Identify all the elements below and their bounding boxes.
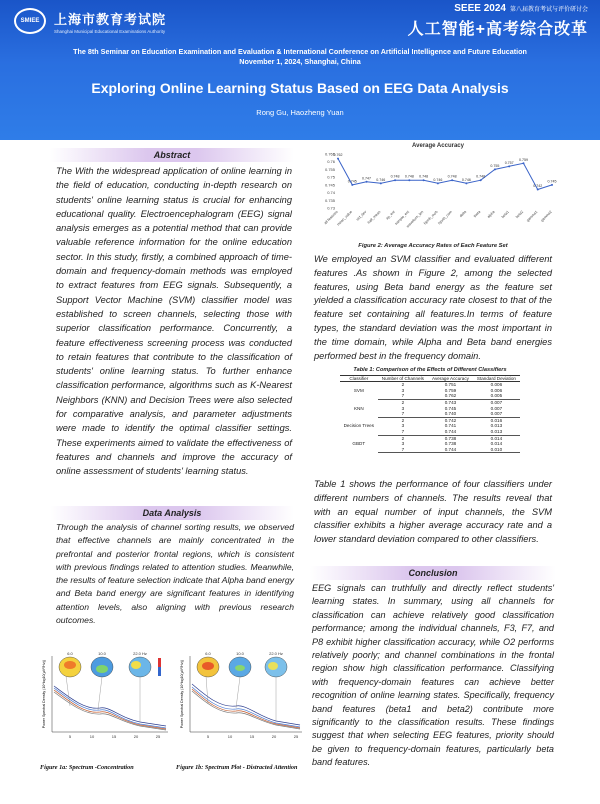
table-cell: 7 bbox=[378, 411, 428, 417]
figure-1b-caption: Figure 1b: Spectrum Plot - Distracted Attention bbox=[176, 764, 298, 771]
spectrum-plot-distracted bbox=[178, 648, 306, 740]
table-cell: 0.740 bbox=[428, 411, 473, 417]
accuracy-series-line bbox=[338, 159, 552, 190]
x-tick-label: gamma2 bbox=[539, 209, 553, 223]
topo-label: 22.0 Hz bbox=[133, 651, 147, 656]
spectrum-x-tick: 5 bbox=[68, 734, 72, 739]
topo-label: 6.0 bbox=[205, 651, 211, 656]
x-tick-label: sample_ent bbox=[394, 209, 411, 226]
spectrum-y-axis-label: Power Spectral Density (10*log10(µV²/Hz)) bbox=[180, 659, 184, 729]
y-tick-label: 0.73 bbox=[327, 205, 335, 211]
spectrum-x-tick: 20 bbox=[271, 734, 277, 739]
paper-title: Exploring Online Learning Status Based on EEG Data Analysis bbox=[91, 80, 509, 96]
table-cell: 0.007 bbox=[490, 405, 503, 411]
x-tick-label: alpha bbox=[486, 209, 496, 219]
conference-name: The 8th Seminar on Education Examination and Evaluation & International Conference on Artificial Intelligence and Future Education bbox=[73, 47, 527, 56]
data-point bbox=[366, 181, 368, 183]
x-tick-label: std_dev bbox=[355, 209, 368, 222]
abstract-text: The With the widespread application of online learning in the field of education, conducting in-depth research on students' online learning status is crucial for enhancing educational quality. Electroencephalogram (EEG) signal analysis emerges as a potential method that can provide valuable reference information for the online education sector. In this study, firstly, a combined approach of time-domain and frequency-domain methods was employed to extract features from EEG signals. Subsequently, a Support Vector Machine (SVM) classifier model was established to screen channels, selecting those with superior classification performance. Concurrently, a feature effectiveness screening process was conducted to retain features that contribute to the classification of students' online learning status. To further enhance classification performance, algorithms such as K-Nearest Neighbors (KNN) and Decision Trees were also selected for comparative analysis, and parameter adjustments were made to identify the optimal classifier settings. These experiments aimed to validate the effectiveness of features and channels and improve the accuracy of online assessment of students' learning status. bbox=[56, 166, 292, 477]
authors: Rong Gu, Haozheng Yuan bbox=[256, 108, 344, 117]
data-point bbox=[451, 179, 453, 181]
x-tick-label: half_mean bbox=[366, 209, 382, 225]
data-label: 0.746 bbox=[376, 177, 386, 182]
table-cell: 0.738 bbox=[444, 435, 457, 441]
organizer-name-en: Shanghai Municipal Educational Examinations Authority bbox=[54, 28, 166, 34]
data-label: 0.748 bbox=[404, 174, 414, 179]
table-cell: 7 bbox=[378, 429, 428, 435]
table-cell: 3 bbox=[401, 405, 405, 411]
x-tick-label: hjorth_mob bbox=[423, 209, 439, 226]
x-tick-label: theta bbox=[472, 209, 482, 219]
data-label: 0.748 bbox=[447, 174, 457, 179]
figure-2-caption: Figure 2: Average Accuracy Rates of Each Feature Set bbox=[358, 243, 508, 249]
seminar-label: SEEE 2024 bbox=[454, 3, 506, 14]
table-cell: 2 bbox=[401, 435, 405, 441]
y-tick-label: 0.74 bbox=[327, 190, 335, 196]
data-point bbox=[465, 182, 467, 184]
poster-header bbox=[0, 0, 600, 140]
table-cell: 0.742 bbox=[444, 417, 457, 423]
spectrum-x-tick: 25 bbox=[293, 734, 299, 739]
data-point bbox=[351, 184, 353, 186]
table-cell: 0.005 bbox=[473, 393, 520, 399]
table-cell: 0.744 bbox=[428, 429, 473, 435]
data-point bbox=[437, 182, 439, 184]
organizer-emblem-icon: SMIEE bbox=[14, 8, 46, 34]
x-tick-label: hjorth_com bbox=[437, 209, 453, 226]
chart-title: Average Accuracy bbox=[412, 143, 464, 149]
data-analysis-heading: Data Analysis bbox=[50, 506, 294, 520]
x-tick-label: waveform_len bbox=[405, 209, 425, 229]
table-1-caption: Table 1: Comparison of the Effects of Different Classifiers bbox=[353, 367, 507, 373]
table-cell: 0.014 bbox=[490, 441, 503, 447]
data-point bbox=[522, 162, 524, 164]
topo-label: 10.0 bbox=[236, 651, 244, 656]
table-cell: 3 bbox=[401, 423, 405, 429]
table-header: Number of Channels bbox=[378, 376, 428, 382]
data-label: 0.747 bbox=[362, 176, 372, 181]
seminar-theme: 人工智能+高考综合改革 bbox=[407, 21, 588, 38]
table-cell: 0.738 bbox=[444, 441, 457, 447]
x-tick-label: delta bbox=[458, 209, 468, 219]
data-label: 0.748 bbox=[390, 174, 400, 179]
data-point bbox=[508, 165, 510, 167]
table-cell: 0.016 bbox=[490, 417, 503, 423]
data-label: 0.748 bbox=[419, 174, 429, 179]
classifier-name-cell: GBDT bbox=[352, 441, 366, 447]
table-cell: 0.014 bbox=[490, 435, 503, 441]
organizer-logo bbox=[14, 8, 166, 34]
abstract-heading: Abstract bbox=[50, 148, 294, 162]
table-cell: 0.751 bbox=[444, 382, 457, 388]
x-tick-label: ap_ent bbox=[385, 209, 396, 221]
data-point bbox=[423, 179, 425, 181]
figure-1a-caption: Figure 1a: Spectrum -Concentration bbox=[40, 764, 134, 771]
table-cell: 3 bbox=[401, 387, 405, 393]
results-paragraph-2: Table 1 shows the performance of four classifiers under different numbers of channels. The results reveal that with an equal number of input channels, the SVM classifier exhibits a higher average accuracy rate and a lower standard deviation compared to other classifiers. bbox=[314, 479, 552, 545]
topo-label: 22.0 Hz bbox=[269, 651, 283, 656]
table-cell: 0.741 bbox=[444, 423, 457, 429]
seminar-logo bbox=[408, 3, 588, 39]
classifier-name-cell: KNN bbox=[353, 405, 364, 411]
table-cell: 7 bbox=[378, 447, 428, 453]
data-label: 0.746 bbox=[433, 177, 443, 182]
data-point bbox=[337, 158, 339, 160]
y-tick-label: 0.735 bbox=[324, 197, 335, 203]
results-paragraph-1: We employed an SVM classifier and evaluated different features .As shown in Figure 2, among the selected features, using Beta band energy as the feature set yielded a classification accuracy rate closest to that of the feature set containing all features.In terms of feature types, the standard deviation was the most important in the time domain, while Alpha and Beta band energies performed best in the frequency domain. bbox=[314, 254, 552, 361]
table-cell: 0.010 bbox=[473, 447, 520, 453]
topo-label: 6.0 bbox=[67, 651, 73, 656]
spectrum-y-axis-label: Power Spectral Density (10*log10(µV²/Hz)) bbox=[42, 659, 46, 729]
table-cell: 2 bbox=[401, 382, 405, 388]
table-cell: 7 bbox=[378, 393, 428, 399]
table-header: Standard Deviation bbox=[473, 376, 520, 382]
data-label: 0.745 bbox=[347, 179, 357, 184]
x-tick-label: beta1 bbox=[500, 209, 510, 220]
seminar-subtitle: 第八届教育考试与评价研讨会 bbox=[509, 7, 588, 13]
data-point bbox=[408, 179, 410, 181]
data-label: 0.762 bbox=[333, 153, 343, 158]
y-tick-label: 0.755 bbox=[324, 166, 335, 172]
spectrum-plot-concentration bbox=[40, 648, 172, 740]
topo-maps bbox=[59, 657, 161, 677]
data-analysis-text: Through the analysis of channel sorting results, we observed that effective channels are mainly concentrated in the prefrontal and posterior frontal regions, which is consistent with previous findings related to attention studies. Meanwhile, the results of feature selection indicate that Alpha band energy and Beta band energy are significant features in identifying attention levels, also aligning with previous research outcomes. bbox=[56, 522, 294, 626]
table-cell: 0.013 bbox=[490, 423, 503, 429]
table-cell: 0.744 bbox=[428, 447, 473, 453]
conclusion-heading: Conclusion bbox=[310, 566, 556, 580]
x-tick-label: beta2 bbox=[514, 209, 525, 220]
conference-date: November 1, 2024, Shanghai, China bbox=[239, 57, 361, 66]
spectrum-x-tick: 10 bbox=[89, 734, 95, 739]
data-label: 0.755 bbox=[490, 163, 500, 168]
table-cell: 0.762 bbox=[428, 393, 473, 399]
data-label: 0.757 bbox=[504, 160, 514, 165]
y-tick-label: 0.765 bbox=[324, 151, 335, 157]
table-cell: 0.013 bbox=[473, 429, 520, 435]
table-cell: 0.006 bbox=[490, 382, 503, 388]
table-header: Average Accuracy bbox=[428, 376, 473, 382]
data-label: 0.748 bbox=[476, 174, 486, 179]
table-header: Classifier bbox=[340, 376, 378, 382]
data-label: 0.745 bbox=[547, 179, 557, 184]
table-cell: 0.006 bbox=[490, 387, 503, 393]
table-cell: 3 bbox=[401, 441, 405, 447]
x-tick-label: gamma1 bbox=[525, 209, 539, 223]
x-tick-label: all features bbox=[323, 209, 339, 226]
topo-label: 10.0 bbox=[98, 651, 106, 656]
table-cell: 0.007 bbox=[490, 399, 503, 405]
table-cell: 0.007 bbox=[473, 411, 520, 417]
classifier-table bbox=[340, 375, 520, 453]
spectrum-x-tick: 15 bbox=[111, 734, 117, 739]
x-tick-label: mean_value bbox=[336, 209, 353, 227]
accuracy-chart bbox=[308, 138, 558, 246]
data-label: 0.759 bbox=[518, 157, 528, 162]
spectrum-x-tick: 15 bbox=[249, 734, 255, 739]
spectrum-x-tick: 5 bbox=[206, 734, 210, 739]
spectrum-x-tick: 25 bbox=[155, 734, 161, 739]
data-point bbox=[494, 168, 496, 170]
conclusion-text: EEG signals can truthfully and directly reflect students' learning states. In summary, using all channels for classification can achieve relatively good classification performance; among the individual channels, F3, F7, and P8 exhibit higher classification accuracy, while O2 performs relatively poorly; and channel combinations in the frontal region show high classification performance. Classifying with frequency-domain features can achieve better recognition of online learning states. Specifically, frequency band features (beta1 and beta2) contribute more significantly to the classification results. These findings suggest that when selecting EEG features, priority should be given to frequency-domain features, particularly beta band features. bbox=[312, 583, 554, 768]
data-label: 0.742 bbox=[533, 183, 543, 188]
classifier-name-cell: Decision Trees bbox=[343, 423, 374, 429]
spectrum-x-tick: 20 bbox=[133, 734, 139, 739]
data-point bbox=[380, 182, 382, 184]
organizer-name-cn: 上海市教育考试院 bbox=[54, 12, 167, 28]
topo-maps bbox=[197, 657, 287, 677]
y-tick-label: 0.745 bbox=[324, 182, 335, 188]
y-tick-label: 0.75 bbox=[327, 174, 335, 180]
table-cell: 0.759 bbox=[444, 387, 457, 393]
table-cell: 0.743 bbox=[444, 399, 457, 405]
data-point bbox=[480, 179, 482, 181]
data-point bbox=[537, 188, 539, 190]
classifier-name-cell: SVM bbox=[353, 388, 364, 394]
data-label: 0.746 bbox=[461, 177, 471, 182]
data-point bbox=[551, 184, 553, 186]
y-tick-label: 0.76 bbox=[327, 159, 335, 165]
data-point bbox=[394, 179, 396, 181]
table-cell: 0.745 bbox=[444, 405, 457, 411]
spectrum-x-tick: 10 bbox=[227, 734, 233, 739]
table-cell: 2 bbox=[401, 417, 405, 423]
table-cell: 2 bbox=[401, 399, 405, 405]
